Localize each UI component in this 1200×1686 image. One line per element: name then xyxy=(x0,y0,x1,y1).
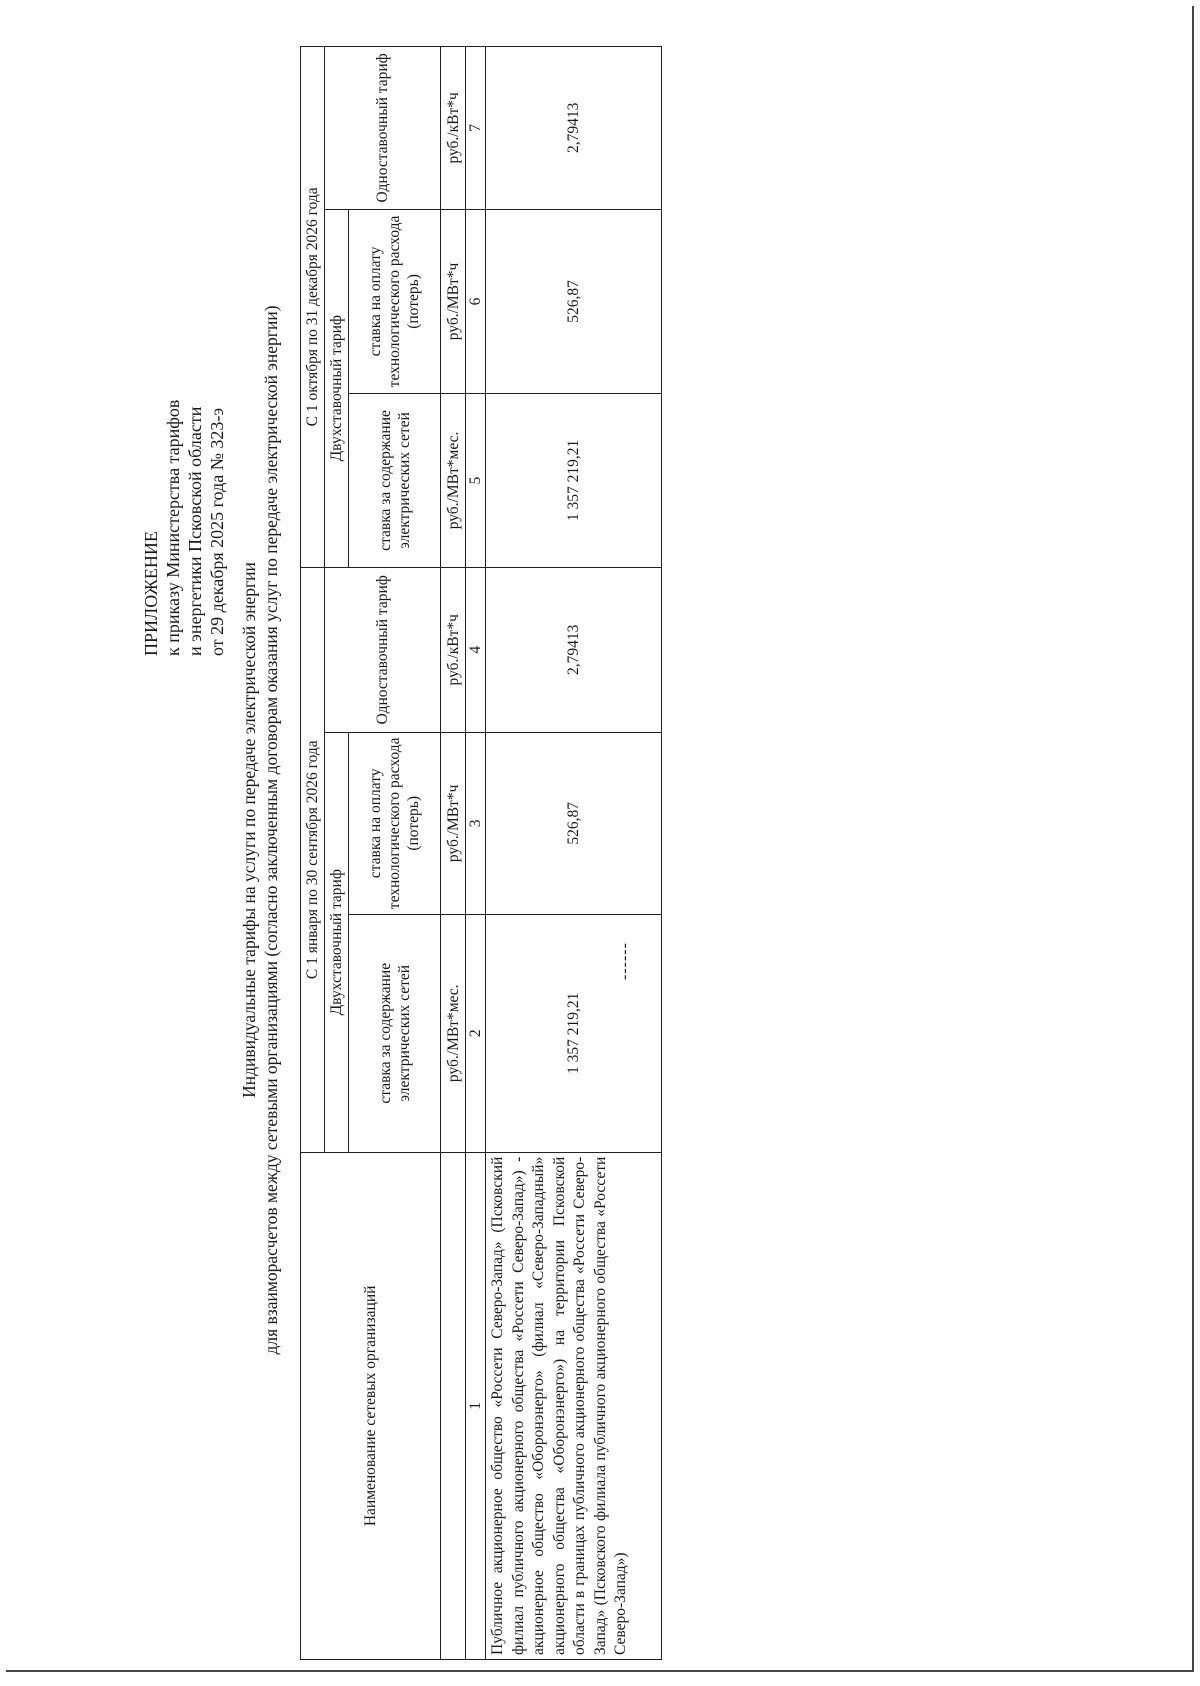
column-number: 6 xyxy=(466,209,486,393)
end-mark: ------ xyxy=(616,942,633,980)
org-name-header: Наименование сетевых организаций xyxy=(301,1152,441,1659)
column-number: 1 xyxy=(466,1152,486,1659)
tariff-table xyxy=(300,46,662,1660)
unit-cell: руб./МВт*ч xyxy=(441,732,466,914)
value-cell: 2,79413 xyxy=(486,567,662,732)
value-cell: 526,87 xyxy=(486,732,662,914)
value-cell: 2,79413 xyxy=(486,47,662,210)
value-cell: 526,87 xyxy=(486,209,662,393)
column-number: 7 xyxy=(466,47,486,210)
rotated-page-content xyxy=(120,10,880,1660)
column-number: 4 xyxy=(466,567,486,732)
title-line-1: Индивидуальные тарифы на услуги по передаче электрической энергии xyxy=(239,562,259,1098)
column-header: ставка за содержание электрических сетей xyxy=(349,394,441,568)
unit-cell: руб./МВт*ч xyxy=(441,209,466,393)
appendix-heading: ПРИЛОЖЕНИЕ xyxy=(141,531,161,656)
value-cell: 1 357 219,21 xyxy=(486,394,662,568)
column-header: ставка на оплату технологического расхода (потерь) xyxy=(349,732,441,914)
period-header: С 1 января по 30 сентября 2026 года xyxy=(301,567,325,1152)
column-header: ставка на оплату технологического расхода (потерь) xyxy=(349,209,441,393)
two-rate-header: Двухставочный тариф xyxy=(325,732,349,1152)
two-rate-header: Двухставочный тариф xyxy=(325,209,349,567)
appendix-header xyxy=(140,356,228,656)
unit-cell-empty xyxy=(441,1152,466,1659)
column-number: 5 xyxy=(466,394,486,568)
column-header: ставка за содержание электрических сетей xyxy=(349,914,441,1152)
appendix-line: к приказу Министерства тарифов xyxy=(163,399,183,656)
unit-cell: руб./МВт*мес. xyxy=(441,394,466,568)
org-name-cell: Публичное акционерное общество «Россети Северо-Запад» (Псковский филиал публичного акционерного общества «Россети Северо-Запад») - акционерное общество «Оборонэнерго» (филиал «Северо-Западный» акционерного общества «Оборонэнерго») на территории Псковской области в границах публичного акционерного общества «Россети Северо-Запад» (Псковского филиала публичного акционерного общества «Россети Северо-Запад») xyxy=(486,1152,662,1659)
appendix-line: от 29 декабря 2025 года № 323-э xyxy=(207,407,227,656)
unit-cell: руб./МВт*мес. xyxy=(441,914,466,1152)
appendix-line: и энергетики Псковской области xyxy=(185,406,205,656)
column-number: 3 xyxy=(466,732,486,914)
column-number: 2 xyxy=(466,914,486,1152)
single-rate-header: Одноставочный тариф xyxy=(325,47,441,210)
unit-cell: руб./кВт*ч xyxy=(441,47,466,210)
single-rate-header: Одноставочный тариф xyxy=(325,567,441,732)
document-title xyxy=(238,30,282,1630)
title-line-2: для взаиморасчетов между сетевыми организациями (согласно заключенным договорам оказания услуг по передаче электрической энергии) xyxy=(261,305,281,1355)
period-header: С 1 октября по 31 декабря 2026 года xyxy=(301,47,325,568)
value-cell: 1 357 219,21 xyxy=(486,914,662,1152)
unit-cell: руб./кВт*ч xyxy=(441,567,466,732)
